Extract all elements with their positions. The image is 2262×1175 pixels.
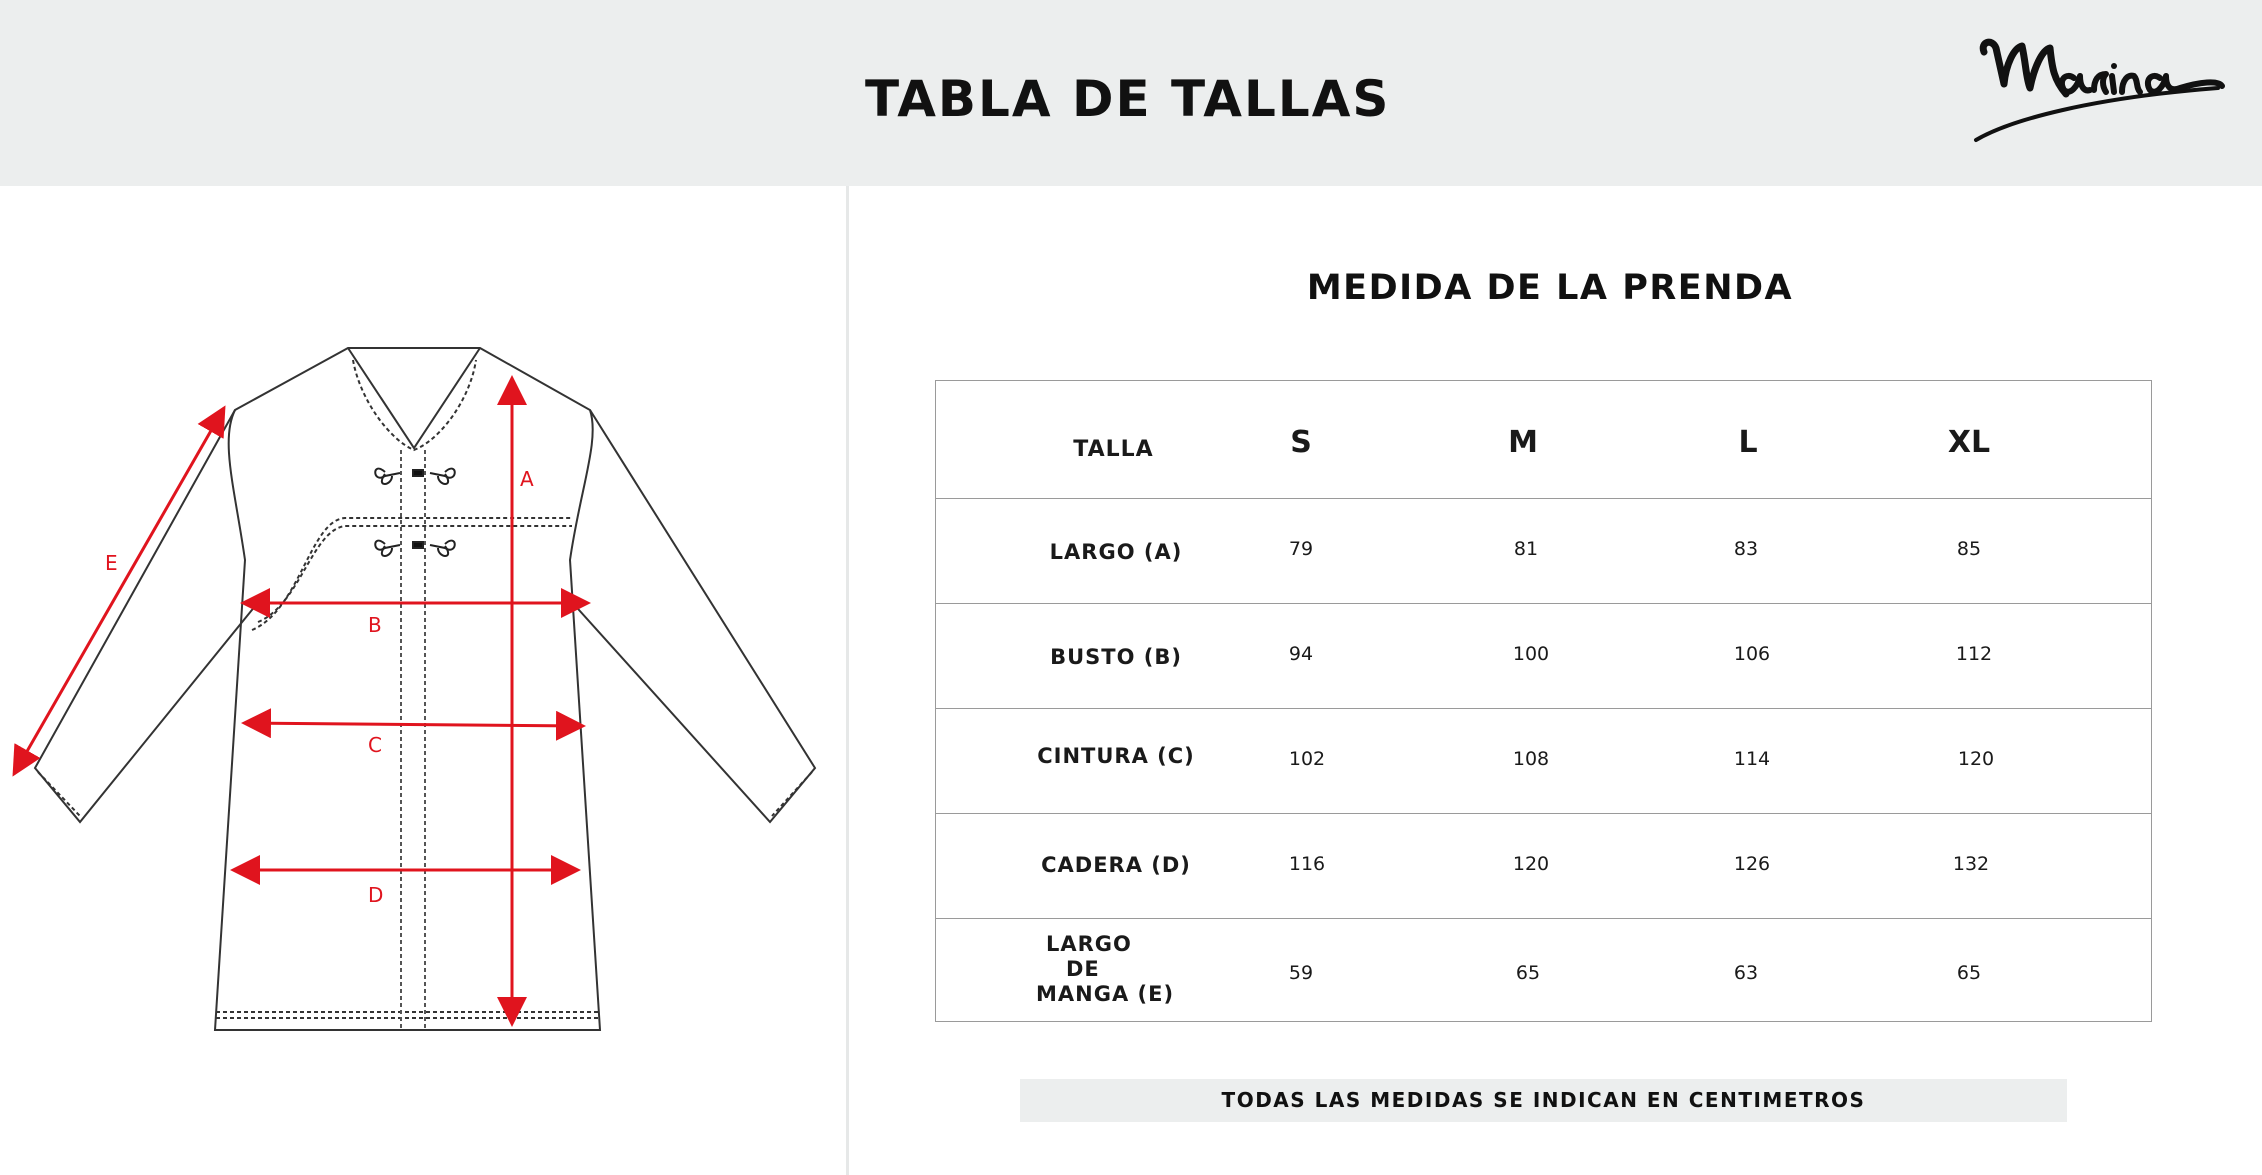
row-label: CADERA (D) <box>1041 853 1191 877</box>
row-label: BUSTO (B) <box>1050 645 1182 669</box>
table-row <box>936 813 2151 919</box>
cell-value: 108 <box>1512 748 1550 770</box>
brand-logo <box>1970 34 2230 149</box>
arrow-e <box>14 408 224 774</box>
header-size-xl: XL <box>1947 425 1991 460</box>
units-note: TODAS LAS MEDIDAS SE INDICAN EN CENTIMETROS <box>1020 1079 2067 1122</box>
table-row <box>936 918 2151 1023</box>
cell-value: 81 <box>1513 538 1539 560</box>
row-label-line: DE <box>1066 957 1100 981</box>
cell-value: 85 <box>1956 538 1982 560</box>
cell-value: 116 <box>1288 853 1326 875</box>
cell-value: 94 <box>1288 643 1314 665</box>
row-label: CINTURA (C) <box>1037 744 1195 768</box>
table-title: MEDIDA DE LA PRENDA <box>1306 268 1794 308</box>
cell-value: 120 <box>1957 748 1995 770</box>
table-row <box>936 708 2151 814</box>
cell-value: 120 <box>1512 853 1550 875</box>
row-label <box>1036 932 1196 1007</box>
cell-value: 79 <box>1288 538 1314 560</box>
measure-arrows <box>14 378 588 1024</box>
header-size-l: L <box>1738 425 1758 460</box>
panel-divider <box>846 186 849 1175</box>
table-row <box>936 603 2151 709</box>
cell-value: 132 <box>1952 853 1990 875</box>
label-a: A <box>520 467 534 491</box>
label-b: B <box>368 613 382 637</box>
label-e: E <box>105 551 118 575</box>
cell-value: 102 <box>1288 748 1326 770</box>
label-d: D <box>368 883 384 907</box>
cell-value: 112 <box>1955 643 1993 665</box>
page-title: TABLA DE TALLAS <box>865 70 1391 128</box>
garment-diagram <box>0 300 840 1070</box>
measure-labels <box>105 467 534 907</box>
size-table <box>935 380 2152 1022</box>
placket <box>401 450 425 1030</box>
cell-value: 59 <box>1288 962 1314 984</box>
row-label-line: LARGO <box>1046 932 1132 956</box>
table-row <box>936 498 2151 604</box>
header-size-m: M <box>1508 425 1538 460</box>
row-label-line: MANGA (E) <box>1036 982 1175 1006</box>
cell-value: 106 <box>1733 643 1771 665</box>
cell-value: 83 <box>1733 538 1759 560</box>
label-c: C <box>368 733 382 757</box>
cell-value: 126 <box>1733 853 1771 875</box>
cell-value: 65 <box>1515 962 1541 984</box>
cell-value: 100 <box>1512 643 1550 665</box>
table-header-row <box>936 381 2151 499</box>
cell-value: 114 <box>1733 748 1771 770</box>
arrow-c <box>244 723 583 726</box>
cell-value: 63 <box>1733 962 1759 984</box>
header-size-s: S <box>1290 425 1312 460</box>
row-label: LARGO (A) <box>1049 540 1183 564</box>
header-bar <box>0 0 2262 186</box>
cell-value: 65 <box>1956 962 1982 984</box>
frog-closures <box>375 469 455 556</box>
header-talla: TALLA <box>1073 437 1154 462</box>
